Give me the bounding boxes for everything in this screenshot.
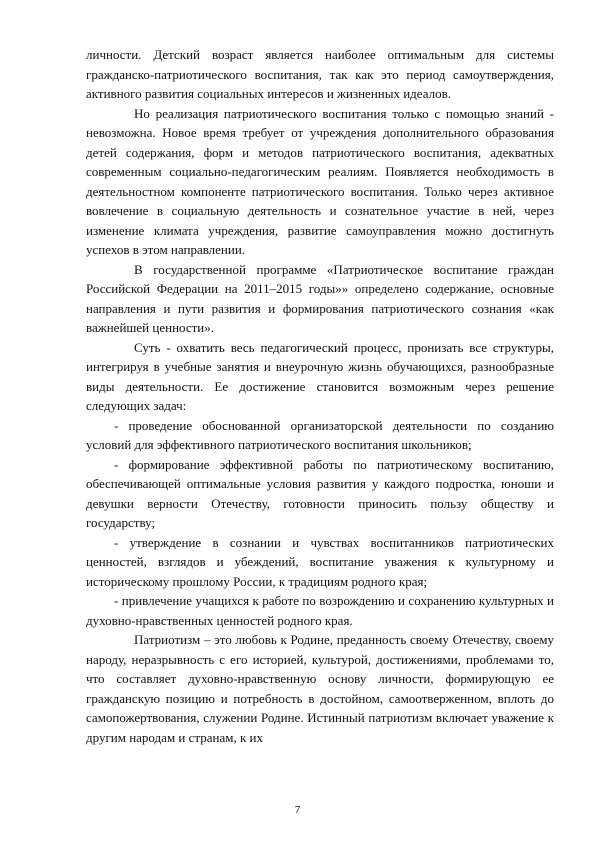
body-text [86,45,554,747]
paragraph-patriotism: Патриотизм – это любовь к Родине, преданность своему Отечеству, своему народу, неразрывность с его историей, культурой, достижениями, проблемами то, что составляет духовно-нравственную основу личности, формирующую ее гражданскую позицию и потребность в достойном, самоотверженном, вплоть до самопожертвования, служении Родине. Истинный патриотизм включает уважение к другим народам и странам, к их [86,632,554,745]
paragraph-knowledge: Но реализация патриотического воспитания только с помощью знаний - невозможна. Новое время требует от учреждения дополнительного образования детей содержания, форм и методов патриотического воспитания, адекватных современным социально-педагогическим реалиям. Появляется необходимость в деятельностном компоненте патриотического воспитания. Только через активное вовлечение в социальную деятельность и сознательное участие в ней, через изменение климата учреждения, развитие самоуправления можно достигнуть успехов в этом направлении. [86,105,554,257]
list-item-revival: - привлечение учащихся к работе по возрождению и сохранению культурных и духовно-нравственных ценностей родного края. [86,593,554,628]
paragraph-essence: Суть - охватить весь педагогический процесс, пронизать все структуры, интегрируя в учебные занятия и внеурочную жизнь обучающихся, разнообразные виды деятельности. Ее достижение становится возможным через решение следующих задач: [86,339,554,413]
list-item-values: - утверждение в сознании и чувствах воспитанников патриотических ценностей, взглядов и убеждений, воспитание уважения к культурному и историческому прошлому России, к традициям родного края; [86,534,554,589]
page-number: 7 [294,804,301,816]
list-item-organization: - проведение обоснованной организаторской деятельности по созданию условий для эффективного патриотического воспитания школьников; [86,417,554,452]
paragraph-state-program: В государственной программе «Патриотическое воспитание граждан Российской Федерации на 2011–2015 годы»» определено содержание, основные направления и пути развития и формирования патриотического сознания «как важнейшей ценности». [86,261,554,335]
list-item-formation: - формирование эффективной работы по патриотическому воспитанию, обеспечивающей оптимальные условия развития у каждого подростка, юноши и девушки верности Отечеству, готовности приносить пользу обществу и государству; [86,456,554,530]
paragraph-continuation: личности. Детский возраст является наиболее оптимальным для системы гражданско-патриотического воспитания, так как это период самоутверждения, активного развития социальных интересов и жизненных идеалов. [86,47,554,101]
